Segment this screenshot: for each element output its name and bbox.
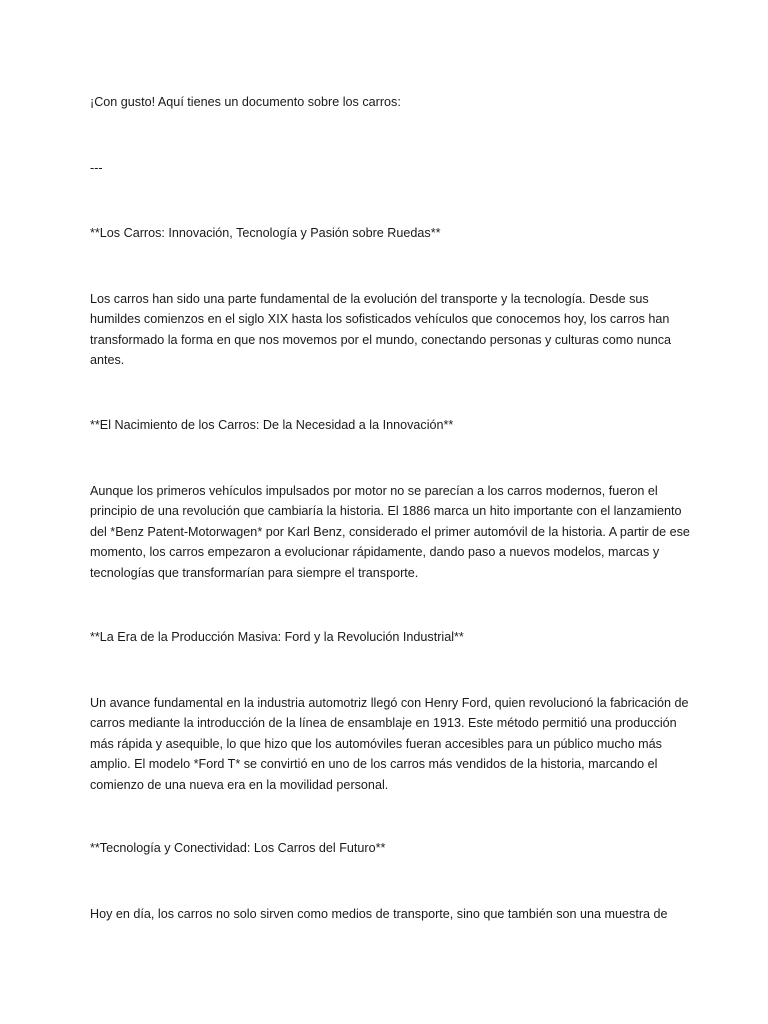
paragraph-nacimiento: Aunque los primeros vehículos impulsados por motor no se parecían a los carros modernos, fueron el principio de una revolución que cambiaría la historia. El 1886 marca un hito importante con el lanzamiento del *Benz Patent-Motorwagen* por Karl Benz, considerado el primer automóvil de la historia. A partir de ese momento, los carros empezaron a evolucionar rápidamente, dando paso a nuevos modelos, marcas y tecnologías que transformarían para siempre el transporte. (90, 484, 690, 580)
paragraph-intro: Los carros han sido una parte fundamental de la evolución del transporte y la tecnología. Desde sus humildes comienzos en el siglo XIX hasta los sofisticados vehículos que conocemos hoy, los carros han transformado la forma en que nos movemos por el mundo, conectando personas y culturas como nunca antes. (90, 292, 672, 368)
paragraph-produccion-masiva: Un avance fundamental en la industria automotriz llegó con Henry Ford, quien revolucionó la fabricación de carros mediante la introducción de la línea de ensamblaje en 1913. Este método permitió una producción más rápida y asequible, lo que hizo que los automóviles fueran accesibles para un público mucho más amplio. El modelo *Ford T* se convirtió en uno de los carros más vendidos de la historia, marcando el comienzo de una nueva era en la movilidad personal. (90, 696, 689, 792)
document-title: **Los Carros: Innovación, Tecnología y Pasión sobre Ruedas** (90, 226, 441, 240)
paragraph-tecnologia: Hoy en día, los carros no solo sirven como medios de transporte, sino que también son una muestra de (90, 907, 668, 921)
heading-nacimiento: **El Nacimiento de los Carros: De la Necesidad a la Innovación** (90, 418, 454, 432)
heading-produccion-masiva: **La Era de la Producción Masiva: Ford y la Revolución Industrial** (90, 630, 464, 644)
intro-text: ¡Con gusto! Aquí tienes un documento sobre los carros: (90, 95, 401, 109)
separator-line: --- (90, 161, 103, 175)
heading-tecnologia: **Tecnología y Conectividad: Los Carros del Futuro** (90, 841, 386, 855)
